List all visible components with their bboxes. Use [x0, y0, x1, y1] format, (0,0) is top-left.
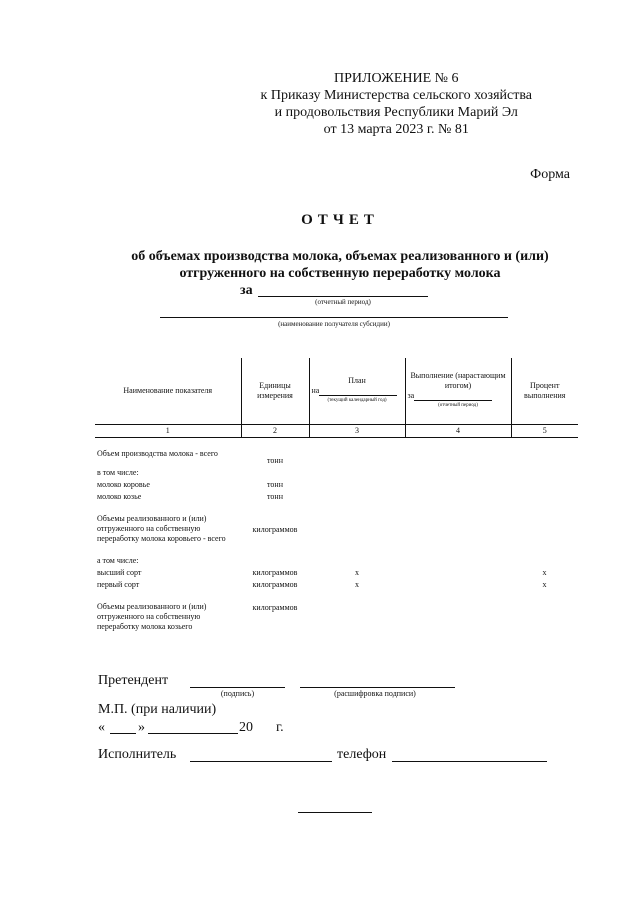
row-percent	[511, 513, 578, 545]
report-title: ОТЧЕТ	[301, 212, 379, 228]
row-unit: килограммов	[252, 568, 298, 577]
exec-period-field[interactable]	[414, 392, 492, 401]
col-number: 4	[405, 425, 511, 438]
table-row	[95, 555, 578, 567]
table-row	[95, 601, 578, 633]
subtitle-line-2: отгруженного на собственную переработку молока	[179, 266, 501, 281]
row-percent	[511, 467, 578, 479]
row-unit: килограммов	[252, 525, 298, 534]
row-plan	[309, 467, 405, 479]
table-row	[95, 513, 578, 545]
executor-label: Исполнитель	[98, 747, 177, 762]
plan-year-field[interactable]	[319, 387, 397, 396]
header-unit: Единицы измерения	[241, 358, 309, 425]
signature-caption: (подпись)	[220, 689, 255, 698]
header-plan-label: План	[348, 376, 366, 385]
appendix-ministry-line: и продовольствия Республики Марий Эл	[274, 105, 518, 120]
date-open-quote: «	[98, 720, 105, 735]
header-exec-label: Выполнение (нарастающим итогом)	[410, 371, 506, 390]
header-exec-caption: (отчетный период)	[438, 403, 478, 408]
applicant-label: Претендент	[98, 673, 169, 688]
header-plan-prefix: на	[311, 386, 320, 395]
row-unit: тонн	[267, 492, 283, 501]
date-year-suffix: г.	[276, 720, 284, 735]
table-row	[95, 491, 578, 503]
row-percent: x	[542, 580, 547, 589]
row-plan	[309, 491, 405, 503]
row-name: молоко козье	[97, 492, 142, 501]
header-plan	[309, 358, 405, 425]
row-unit: килограммов	[252, 580, 298, 589]
date-year: 20	[239, 720, 253, 735]
row-unit: тонн	[267, 480, 283, 489]
row-name: высший сорт	[97, 568, 142, 577]
row-percent	[511, 601, 578, 633]
period-caption: (отчетный период)	[315, 298, 371, 306]
appendix-number: ПРИЛОЖЕНИЕ № 6	[334, 71, 459, 86]
row-plan: x	[355, 568, 359, 577]
recipient-caption: (наименование получателя субсидии)	[278, 320, 390, 328]
col-number: 3	[309, 425, 405, 438]
form-label: Форма	[530, 167, 570, 182]
col-number: 5	[511, 425, 578, 438]
col-number: 2	[241, 425, 309, 438]
row-name: первый сорт	[97, 580, 140, 589]
table-row	[95, 479, 578, 491]
report-table	[95, 358, 578, 633]
header-plan-caption: (текущий календарный год)	[327, 398, 387, 403]
row-name: а том числе:	[97, 556, 139, 565]
name-decode-caption: (расшифровка подписи)	[334, 689, 416, 698]
row-name: Объемы реализованного и (или) отгруженного на собственную переработку молока козьего	[97, 602, 207, 631]
col-number: 1	[95, 425, 241, 438]
date-day-field[interactable]	[110, 733, 136, 734]
report-subtitle	[60, 248, 620, 282]
stamp-label: М.П. (при наличии)	[98, 702, 217, 717]
phone-field[interactable]	[392, 761, 547, 762]
period-field[interactable]	[258, 296, 428, 297]
row-percent	[511, 555, 578, 567]
subtitle-line-1: об объемах производства молока, объемах реализованного и (или)	[131, 249, 549, 264]
header-exec-prefix: за	[407, 391, 415, 400]
table-row	[95, 467, 578, 479]
footer-divider	[298, 812, 372, 813]
period-prefix: за	[240, 283, 253, 298]
appendix-header	[261, 70, 532, 138]
table-row	[95, 448, 578, 467]
date-month-field[interactable]	[148, 733, 238, 734]
row-plan	[309, 555, 405, 567]
applicant-name-field[interactable]	[300, 687, 455, 688]
table-row	[95, 567, 578, 579]
header-exec	[405, 358, 511, 425]
row-plan: x	[355, 580, 359, 589]
row-unit	[241, 467, 309, 479]
row-percent	[511, 491, 578, 503]
row-name: молоко коровье	[97, 480, 150, 489]
row-percent	[511, 479, 578, 491]
row-plan	[309, 513, 405, 545]
applicant-signature-field[interactable]	[190, 687, 285, 688]
phone-label: телефон	[337, 747, 387, 762]
row-plan	[309, 448, 405, 467]
row-unit	[241, 555, 309, 567]
row-name: Объем производства молока - всего	[97, 449, 218, 458]
row-plan	[309, 479, 405, 491]
table-row	[95, 579, 578, 591]
row-plan	[309, 601, 405, 633]
recipient-field[interactable]	[160, 317, 508, 318]
date-close-quote: »	[138, 720, 145, 735]
row-percent	[511, 448, 578, 467]
row-unit: тонн	[267, 456, 283, 465]
appendix-date-line: от 13 марта 2023 г. № 81	[323, 122, 469, 137]
row-name: в том числе:	[97, 468, 139, 477]
header-percent: Процент выполнения	[524, 381, 566, 400]
appendix-order-line: к Приказу Министерства сельского хозяйства	[260, 88, 532, 103]
row-unit: килограммов	[252, 603, 298, 612]
header-name: Наименование показателя	[95, 358, 241, 425]
executor-field[interactable]	[190, 761, 332, 762]
row-percent: x	[542, 568, 547, 577]
row-name: Объемы реализованного и (или) отгруженного на собственную переработку молока коровьего - всего	[97, 514, 226, 543]
